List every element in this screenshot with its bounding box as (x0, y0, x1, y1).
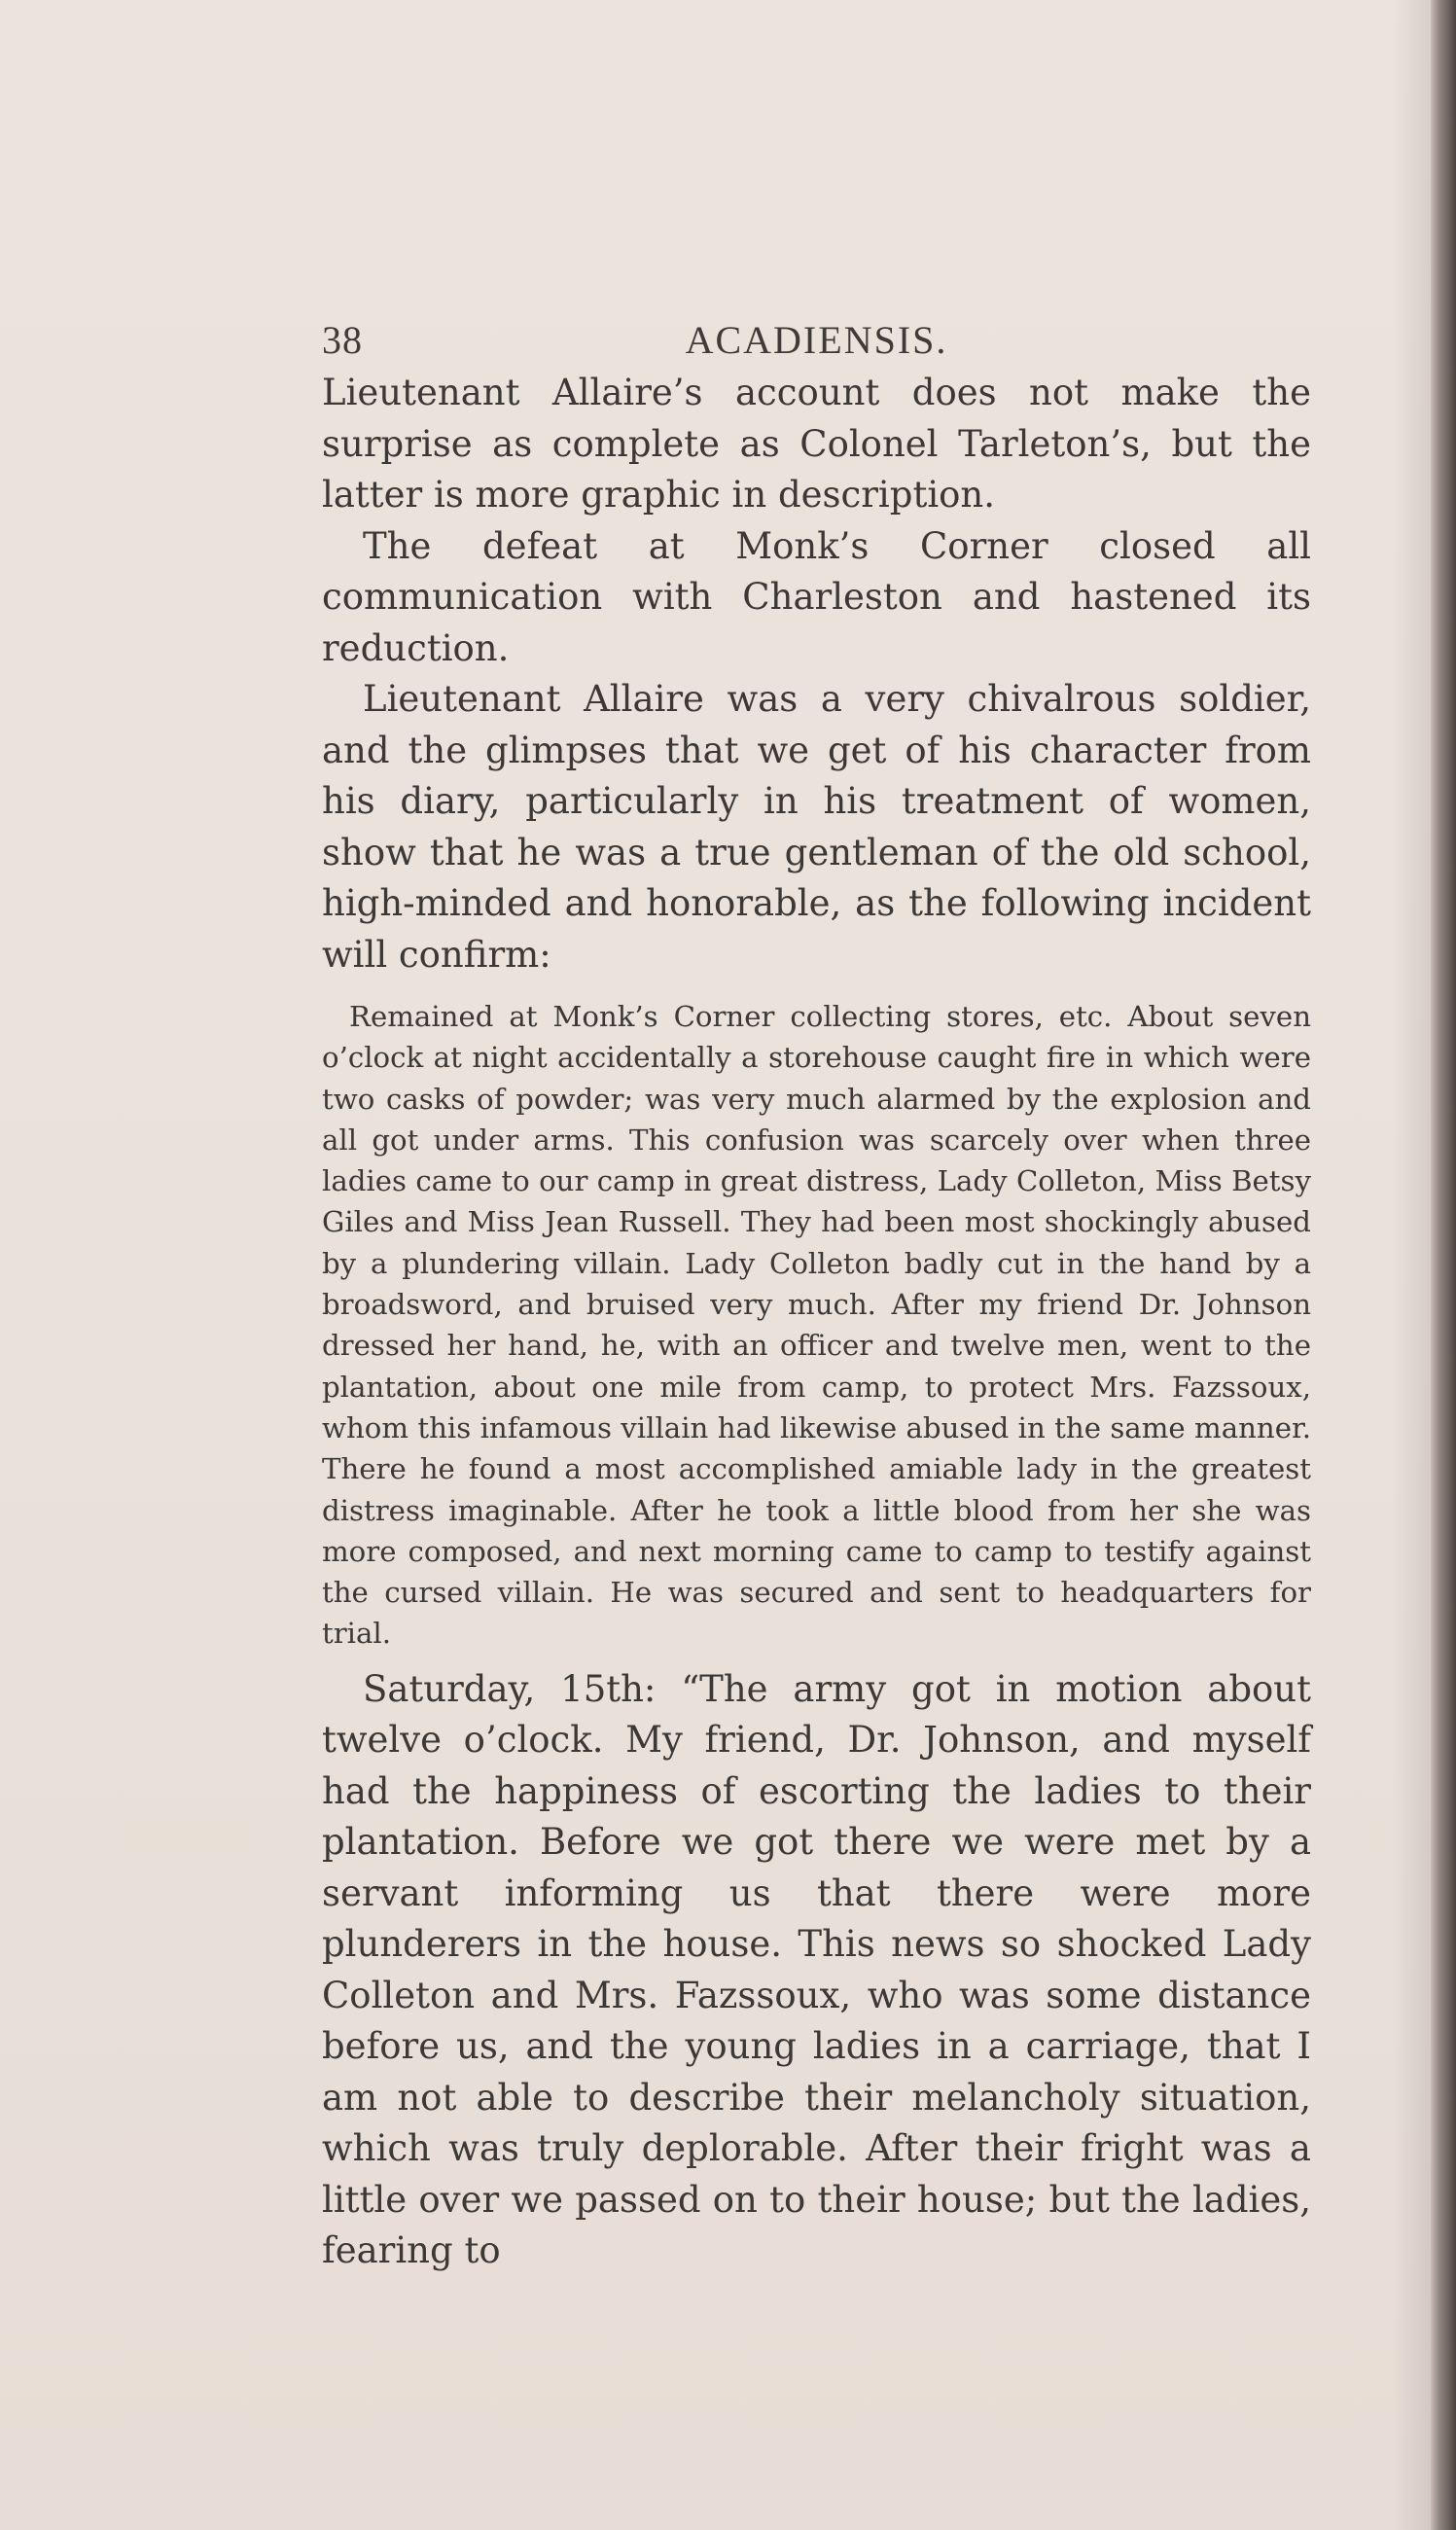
page-edge-shadow (1392, 0, 1431, 2530)
paragraph-3: Lieutenant Allaire was a very chivalrous soldier, and the glimpses that we get of his character from his diary, particularly in his treatment of women, show that he was a true gentleman of the old school, high-minded and honorable, as the following incident will confirm: (322, 678, 1311, 976)
page-number: 38 (322, 318, 363, 362)
journal-title: ACADIENSIS. (685, 318, 948, 362)
running-head (322, 309, 1311, 368)
paragraph-1: Lieutenant Allaire’s account does not make the surprise as complete as Colonel Tarleton’s, but the latter is more graphic in description. (322, 372, 1311, 516)
text-block (322, 309, 1311, 2277)
paragraph-2: The defeat at Monk’s Corner closed all communication with Charleston and hastened its reduction. (322, 524, 1311, 669)
page-binding-edge (1431, 0, 1456, 2530)
diary-quotation: Remained at Monk’s Corner collecting stores, etc. About seven o’clock at night accidentally a storehouse caught fire in which were two casks of powder; was very much alarmed by the explosion and all got under arms. This confusion was scarcely over when three ladies came to our camp in great distress, Lady Colleton, Miss Betsy Giles and Miss Jean Russell. They had been most shockingly abused by a plundering villain. Lady Colleton badly cut in the hand by a broadsword, and bruised very much. After my friend Dr. Johnson dressed her hand, he, with an officer and twelve men, went to the plantation, about one mile from camp, to protect Mrs. Fazssoux, whom this infamous villain had likewise abused in the same manner. There he found a most accomplished amiable lady in the greatest distress imaginable. After he took a little blood from her she was more composed, and next morning came to camp to testify against the cursed villain. He was secured and sent to headquarters for trial. (322, 1000, 1311, 1651)
paragraph-4: Saturday, 15th: “The army got in motion about twelve o’clock. My friend, Dr. Johnson, and myself had the happiness of escorting the ladies to their plantation. Before we got there we were met by a servant informing us that there were more plunderers in the house. This news so shocked Lady Colleton and Mrs. Fazssoux, who was some distance before us, and the young ladies in a carriage, that I am not able to describe their melancholy situation, which was truly deplorable. After their fright was a little over we passed on to their house; but the ladies, fearing to (322, 1667, 1311, 2272)
